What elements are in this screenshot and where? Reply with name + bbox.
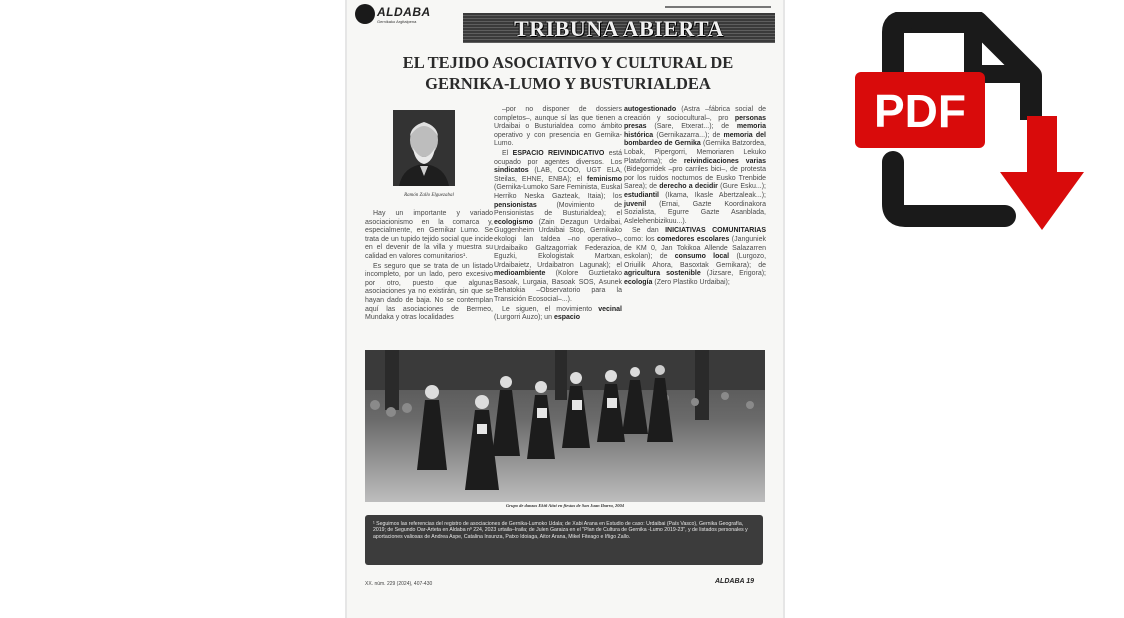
header-rule — [665, 6, 771, 8]
logo-subtitle: Gernikako Argitalpena — [377, 19, 417, 24]
section-banner — [463, 13, 775, 43]
aldaba-logo — [355, 4, 431, 32]
paragraph: El ESPACIO REIVINDICATIVO está ocupado por agentes diversos. Los sindicatos (LAB, CCOO, UGT ELA, Steilas, EHNE, ENBA); el feminismo (Gernika-Lumoko Sare Feminista, Euskal Herriko Neska Gazteak, Itaia); los pensionistas (Movimiento de Pensionistas de Busturialdea); el ecologismo (Zain Dezagun Urdaibai, Guggenheim Urdaibai Stop, Gernikako ekologi lan taldea –no operativo–, Urdaibaiko Galtzagorriak Federazioa, Eguzki, Ekologistak Martxan, Urdaibaietz, Urdaibatron Lagunak); el medioambiente (Kolore Guztietako Basoak, Lurgaia, Basoak SOS, Asunek Behatokia –Observatorio para la Transición Ecosocial–...). — [494, 149, 622, 304]
dance-photo — [365, 350, 765, 502]
footnote-text: ¹ Seguimos las referencias del registro de asociaciones de Gernika-Lumoko Udala; de Xabi Arana en Estudio de caso: Urdaibai (País Vasco), Gernika Geografía, 2019; de Segundo Oar-Arteta en Aldaba nº 224, 2023 urtaila–Iraila; de Julen Garaiza en el "Plan de Cultura de Gernika -Lumo 2019-23", y de listados personales y aportaciones valiosas de Andrea Aspe, Catalina Insunza, Patxo Idoiaga, Aitor Arana, Mikel Fiteago e Iñigo Zallo. — [373, 521, 748, 540]
page-reference: XX. núm. 229 (2024), 407-430 — [365, 581, 433, 587]
title-line-2: GERNIKA-LUMO Y BUSTURIALDEA — [425, 74, 711, 93]
photo-caption: Grupo de danzas Ekiñ Aitzi en fiestas de San Juan Ibarra, 2004 — [505, 503, 625, 508]
svg-text:PDF: PDF — [874, 85, 966, 137]
text-column-2 — [494, 106, 622, 324]
page-number: ALDABA 19 — [715, 578, 755, 585]
paragraph: –por no disponer de dossiers completos–, aunque sí las que tienen a Urdaibai o Busturialdea como ámbito operativo y con presencia en Gernika-Lumo. — [494, 106, 622, 148]
paragraph: Le siguen, el movimiento vecinal (Lurgorri Auzo); un espacio — [494, 305, 622, 322]
portrait-caption: Ramón Zallo Elguezabal — [404, 193, 454, 198]
article-title — [365, 52, 771, 94]
title-line-1: EL TEJIDO ASOCIATIVO Y CULTURAL DE — [402, 53, 734, 72]
pdf-download-icon[interactable] — [855, 12, 1090, 244]
author-portrait — [393, 110, 455, 186]
paragraph: Se dan INICIATIVAS COMUNITARIAS como: los comedores escolares (Janguniek de KM 0, Jan Tokikoa Allende Salazarren eskolan); de consumo local (Lurgozo, Oriuilik Ahora, Basoxtak Gernikara); de agricultura sostenible (Jizsare, Erigora); ecología (Zero Plastiko Urdaibai); — [624, 227, 767, 286]
paragraph: Es seguro que se trata de un listado incompleto, por un lado, pero excesivo por otro, puesto que algunas asociaciones ya no existirán, sin que se hayan dado de baja. No se contemplan aquí las asociaciones de Bermeo, Mundaka y otras localidades — [365, 262, 493, 322]
logo-name: ALDABA — [377, 5, 431, 19]
text-column-1 — [365, 210, 493, 324]
logo-emblem-icon — [355, 4, 375, 24]
paragraph: Hay un importante y variado asociacionismo en la comarca y, especialmente, en Gernikar Lumo. Se trata de un tupido tejido social que incide en el devenir de la villa y muestra su calidad en valores comunitarios¹. — [365, 210, 493, 260]
banner-title: TRIBUNA ABIERTA — [514, 16, 724, 41]
footnote-box — [365, 515, 763, 565]
document-page — [347, 0, 783, 618]
text-column-3 — [624, 106, 766, 288]
paragraph: autogestionado (Astra –fábrica social de creación y sociocultural–, pro personas presas (Sare, Etxerat...); de memoria histórica (Gernikazarra...); de memoria del bombardeo de Gernika (Gernika Batzordea, Lobak, Pipergorri, Memoriaren Lekuko Plataforma); de reivindicaciones varias (Bidegorridek –pro carriles bici–, de protesta por los ruidos nocturnos de Eusko Trenbide Sarea); de derecho a decidir (Gure Esku...); estudiantil (Ikama, Ikasle Abertzaleak...); juvenil (Ernai, Gazte Koordinakora Sozialista, Egurre Gazte Asanblada, Aslelehenbizikuu...). — [624, 106, 767, 225]
